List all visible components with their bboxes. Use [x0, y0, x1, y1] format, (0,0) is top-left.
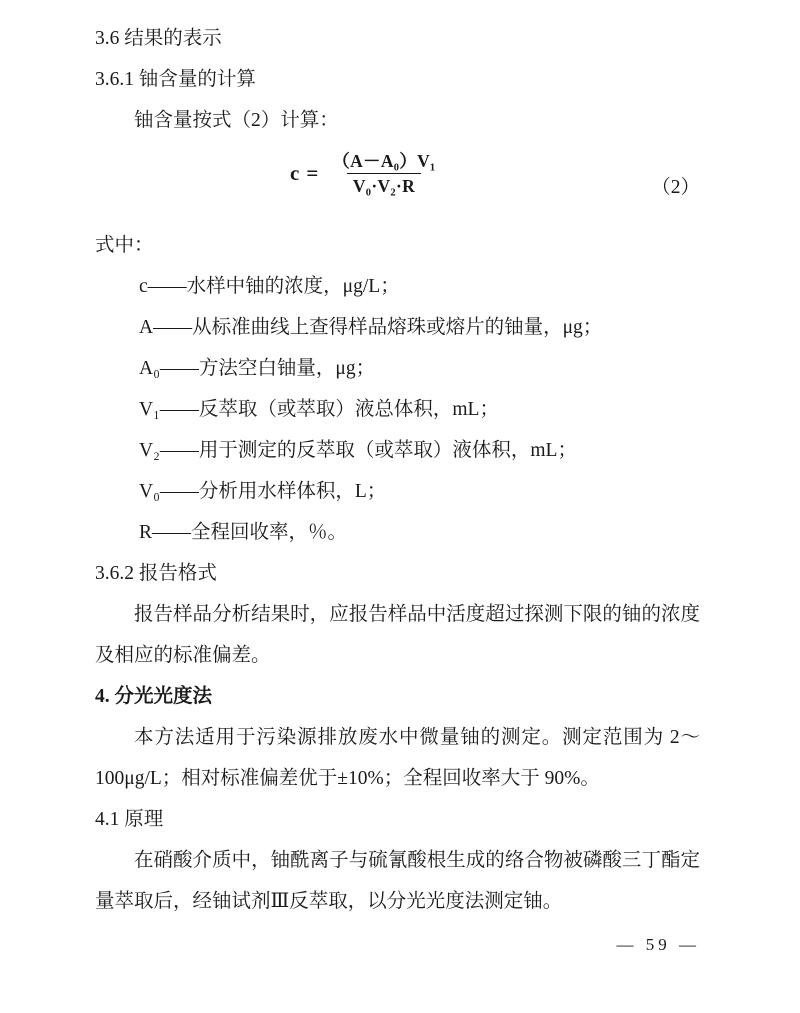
definition-item: V₁——反萃取（或萃取）液总体积，mL； — [139, 399, 499, 420]
heading-4: 4. 分光光度法 — [95, 686, 213, 707]
definition-item: V₂——用于测定的反萃取（或萃取）液体积，mL； — [139, 440, 577, 461]
paragraph-scope: 本方法适用于污染源排放废水中微量铀的测定。测定范围为 2～100μg/L；相对标准偏差优于±10%；全程回收率大于 90%。 — [95, 727, 700, 789]
definition-item: c——水样中铀的浓度，μg/L； — [139, 276, 400, 297]
heading-3-6-2: 3.6.2 报告格式 — [95, 563, 217, 584]
formula-expression — [290, 151, 442, 196]
paragraph-principle: 在硝酸介质中，铀酰离子与硫氰酸根生成的络合物被磷酸三丁酯定量萃取后，经铀试剂Ⅲ反萃取，以分光光度法测定铀。 — [95, 850, 700, 912]
formula-fraction — [326, 151, 441, 196]
paragraph-formula-intro: 铀含量按式（2）计算： — [134, 110, 339, 131]
formula-denominator: V₀·V₂·R — [347, 173, 421, 196]
formula-block — [95, 145, 700, 223]
definition-item: A₀——方法空白铀量，μg； — [139, 358, 376, 379]
paragraph-report-format: 报告样品分析结果时，应报告样品中活度超过探测下限的铀的浓度及相应的标准偏差。 — [95, 604, 700, 666]
formula-numerator: （A－A₀）V₁ — [332, 151, 436, 171]
heading-4-1: 4.1 原理 — [95, 809, 164, 830]
definition-item: V₀——分析用水样体积，L； — [139, 481, 387, 502]
definition-item: A——从标准曲线上查得样品熔珠或熔片的铀量，μg； — [139, 317, 603, 338]
page-number: — 59 — — [616, 935, 700, 954]
definition-item: R——全程回收率，％。 — [139, 522, 348, 543]
where-label: 式中： — [95, 235, 154, 256]
formula-number-tag: （2） — [651, 177, 700, 198]
formula-variable: c — [290, 161, 300, 186]
heading-3-6: 3.6 结果的表示 — [95, 28, 222, 49]
formula-equals: = — [306, 161, 319, 186]
heading-3-6-1: 3.6.1 铀含量的计算 — [95, 69, 256, 90]
